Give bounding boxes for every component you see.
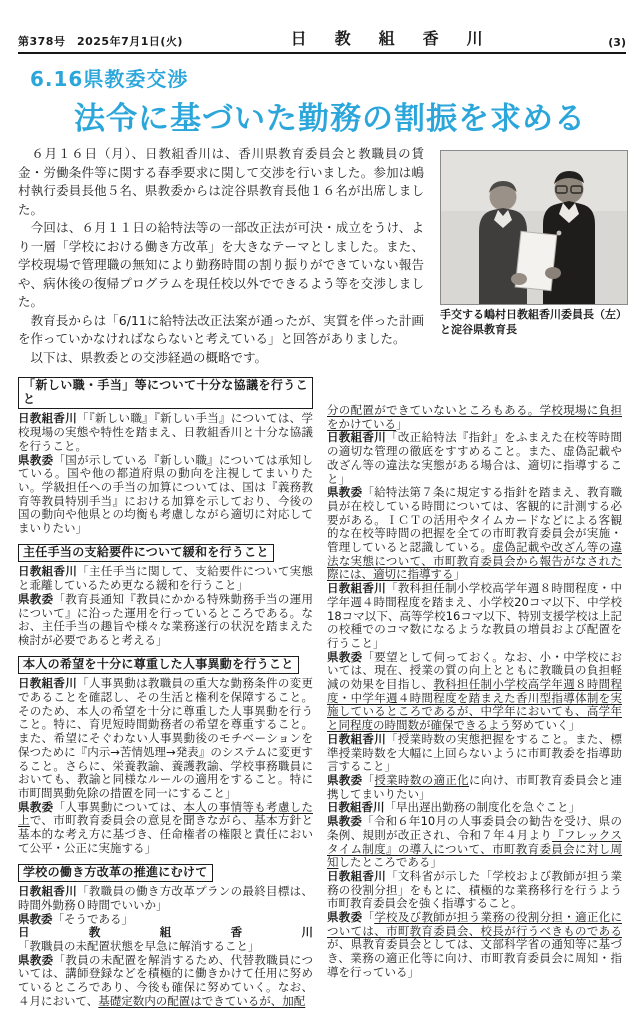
dialogue-text: 「国が示している『新しい職』については承知している。国や他の都道府県の動向を注視してまいりたい。学級担任への手当の加算については、国は『義務教育等教員特別手当』における加算を示しており、今後の国の動向や他県との均衡も考慮しながら適切に対応してまいりたい」 (18, 452, 313, 536)
speaker-name: 日教組香川 (327, 731, 387, 746)
dialogue-turn (18, 954, 313, 1009)
intro-paragraph: 教育長からは「6/11に給特法改正法案が通ったが、実質を伴った計画を作っていかなければならないと考えている」と回答がありました。 (18, 312, 424, 346)
dialogue-turn (18, 677, 313, 800)
issue-date: 第378号 2025年7月1日(火) (18, 35, 183, 48)
article-columns (18, 377, 622, 1009)
dialogue-turn (18, 801, 313, 856)
speaker-name: 県教委 (327, 649, 363, 664)
speaker-name: 県教委 (18, 911, 53, 926)
dialogue-turn (327, 774, 622, 801)
dialogue-text: 「要望として伺っておく。なお、小・中学校においては、現在、授業の質の向上とともに教職員の負担軽減の効果を目指し、 (327, 649, 622, 692)
speaker-name: 日教組香川 (18, 925, 313, 940)
article-kicker: 6.16県教委交渉 (30, 67, 189, 91)
intro-paragraph: 以下は、県教委との交渉経過の概略です。 (18, 349, 268, 365)
dialogue-text: 「改正給特法『指針』をふまえた在校等時間の適切な管理の徹底をすすめること。また、虚偽記載や改ざん等の違法な実態がある場合は、適切に指導すること」 (327, 430, 622, 486)
speaker-name: 県教委 (327, 814, 363, 829)
section-heading: 「新しい職・手当」等について十分な協議を行うこと (18, 377, 313, 409)
dialogue-text: 「教育長通知『教員にかかる特殊勤務手当の運用について』に沿った運用を行っているところである。なお、主任手当の趣旨や様々な業務遂行の状況を踏まえた検討が必要であると考える」 (18, 591, 313, 647)
dialogue-text: したところである」 (338, 855, 442, 870)
handover-photo (440, 150, 628, 305)
photo-caption: 手交する嶋村日教組香川委員長（左）と淀谷県教育長 (440, 308, 627, 336)
dialogue-text: が、県教育委員会としては、文部科学省の通知等に基づき、業務の適正化等に向け、市町教育委員会に周知・指導を行っている」 (327, 937, 622, 979)
dialogue-turn (18, 913, 313, 927)
intro-paragraph: ６月１６日（月）、日教組香川は、香川県教育委員会と教職員の賃金・労働条件等に関する春季要求に関して交渉を行いました。参加は嶋村執行委員長他５名、県教委からは淀谷県教育長他１６名が出席しました。 (18, 146, 424, 217)
dialogue-turn (327, 582, 622, 651)
dialogue-text: 「教員の未配置を解消するため、代替教職員については、講師登録などを積極的に働きかけて任用に努めているところであり、今後も確保に努めていく。なお、４月において、 (18, 952, 314, 1008)
masthead-title: 日 教 組 香 川 (290, 29, 489, 48)
underlined-text: 本人の事情等も考慮した上 (18, 799, 313, 828)
dialogue-text: 「『新しい職』『新しい手当』については、学校現場の実態や特性を踏まえ、日教組香川と十分な協議を行うこと。 (18, 411, 313, 453)
speaker-name: 日教組香川 (327, 868, 387, 883)
dialogue-turn (18, 885, 313, 912)
right-column (327, 377, 622, 1009)
dialogue-turn (18, 926, 313, 953)
underlined-text: 基礎定数内の配置はできているが、加配 (98, 993, 306, 1008)
underlined-text: 教科担任制小学校高学年週８時間程度・中学年週４時間程度を踏まえた香川型指導体制を実施しているところであるが、中学年においても、高学年と同程度の時間数が確保できるよう (327, 677, 622, 733)
dialogue-text: 「 (362, 910, 375, 925)
dialogue-text: 「教職員の未配置状態を早急に解消すること」 (18, 939, 260, 954)
underlined-text: 『フレックスタイム制度』の導入について、市町教育委員会に対し周知 (327, 827, 622, 870)
speaker-name: 日教組香川 (18, 411, 78, 426)
underlined-text: 分の配置ができていないところもある。学校現場に負担をかけている (327, 403, 622, 431)
dialogue-turn (327, 431, 622, 486)
dialogue-text: 「 (362, 772, 375, 787)
article-headline: 法令に基づいた勤務の割振を求める (74, 101, 586, 137)
dialogue-turn (18, 454, 313, 536)
dialogue-turn (327, 733, 622, 774)
section-heading: 主任手当の支給要件について緩和を行うこと (18, 544, 274, 563)
dialogue-continuation (327, 404, 622, 431)
dialogue-turn (18, 565, 313, 592)
dialogue-text: 「人事異動については、 (53, 799, 184, 814)
dialogue-text: 「教科担任制小学校高学年週８時間程度・中学年週４時間程度を踏まえ、小学校20コマ以下、中学校18コマ以下、高等学校16コマ以下、特別支援学校は上記の校種でのコマ数になるような教員の増員および配置を行うこと」 (327, 581, 622, 650)
dialogue-text: 」 (396, 416, 408, 431)
dialogue-text: 「文科省が示した「学校および教師が担う業務の役割分担」をもとに、積極的な業務移行を行うよう市町教育委員会を強く指導すること。 (327, 868, 622, 911)
dialogue-turn (327, 651, 622, 733)
dialogue-text: 「教職員の働き方改革プランの最終目標は、時間外勤務０時間でいいか」 (18, 884, 313, 912)
speaker-name: 県教委 (327, 772, 363, 787)
dialogue-turn (327, 911, 622, 980)
dialogue-text: 「人事異動は教職員の重大な勤務条件の変更であることを確認し、その生活と権利を保障すること。そのため、本人の希望を十分に尊重した人事異動を行うこと。特に、育児短時間勤務者の希望を尊重すること。また、希望にそぐわない人事異動後のモチベーションを保つために『内示→苦情処理→発表』のシステムに変更すること。さらに、栄養教諭、養護教諭、学校事務職員においても、教諭と同様なルールの適用をすること。特に市町間異動免除の措置を同一にすること」 (18, 676, 313, 800)
page-number: (3) (608, 36, 626, 49)
dialogue-text: 「そうである」 (52, 911, 133, 926)
dialogue-text: 努めていく」 (511, 718, 580, 733)
newsletter-page (0, 26, 640, 1008)
dialogue-text: 「早出遅出勤務の制度化を急ぐこと」 (384, 800, 580, 815)
dialogue-text: で、市町教育委員会の意見を聞きながら、基本方針と基本的な考え方に基づき、任命権者の権限と責任において公平・公正に実施する」 (18, 813, 313, 855)
section-heading: 学校の働き方改革の推進にむけて (18, 864, 213, 883)
dialogue-turn (18, 593, 313, 648)
speaker-name: 日教組香川 (327, 581, 387, 596)
speaker-name: 日教組香川 (18, 884, 78, 899)
page-header (18, 26, 626, 54)
speaker-name: 日教組香川 (18, 676, 78, 691)
dialogue-turn (327, 815, 622, 870)
dialogue-text: 「主任手当に関して、支給要件について実態と乖離しているため更なる緩和を行うこと」 (18, 564, 314, 593)
speaker-name: 県教委 (327, 910, 363, 925)
dialogue-turn (327, 486, 622, 582)
speaker-name: 県教委 (18, 452, 54, 467)
speaker-name: 県教委 (18, 952, 54, 967)
photo-figure (440, 150, 628, 337)
section-heading: 本人の希望を十分に尊重した人事異動を行うこと (18, 656, 299, 675)
dialogue-text: に向け、市町教育委員会と連携してまいりたい」 (327, 772, 623, 801)
underlined-text: 学校及び教師が担う業務の役割分担・適正化については、市町教育委員会、校長が行うべきものである (327, 910, 622, 938)
speaker-name: 日教組香川 (327, 800, 385, 815)
dialogue-turn (327, 801, 622, 815)
speaker-name: 県教委 (18, 799, 54, 814)
dialogue-text: 「授業時数の実態把握をすること。また、標準授業時数を大幅に上回らないように市町教委を指導助言すること」 (327, 731, 622, 774)
speaker-name: 県教委 (327, 485, 363, 500)
intro-paragraph: 今回は、６月１１日の給特法等の一部改正法が可決・成立をうけ、より一層「学校における働き方改革」を大きなテーマとしました。また、学校現場で管理職の無知により勤務時間の割り振りができていない報告や、病休後の復帰プログラムを現任校以外でできるよう等を交渉しました。 (18, 220, 424, 309)
speaker-name: 日教組香川 (327, 430, 387, 445)
underlined-text: 授業時数の適正化 (374, 772, 469, 787)
underlined-text: 虚偽記載や改ざん等の違法な実態について、市町教育委員会から報告がなされた際には、適切に指導する (327, 540, 622, 582)
speaker-name: 日教組香川 (18, 564, 78, 579)
dialogue-text: 」 (453, 567, 465, 582)
dialogue-text: 「令和６年10月の人事委員会の勧告を受け、県の条例、規則が改正され、令和７年４月より (327, 814, 623, 842)
speaker-name: 県教委 (18, 591, 54, 606)
dialogue-text: 「給特法第７条に規定する指針を踏まえ、教育職員が在校している時間については、客観的に計測する必要がある。ＩＣＴの活用やタイムカードなどによる客観的な在校等時間の把握を全ての市町教育委員会が実施・管理していると認識している。 (327, 485, 623, 555)
left-column (18, 377, 313, 1009)
dialogue-turn (18, 412, 313, 453)
